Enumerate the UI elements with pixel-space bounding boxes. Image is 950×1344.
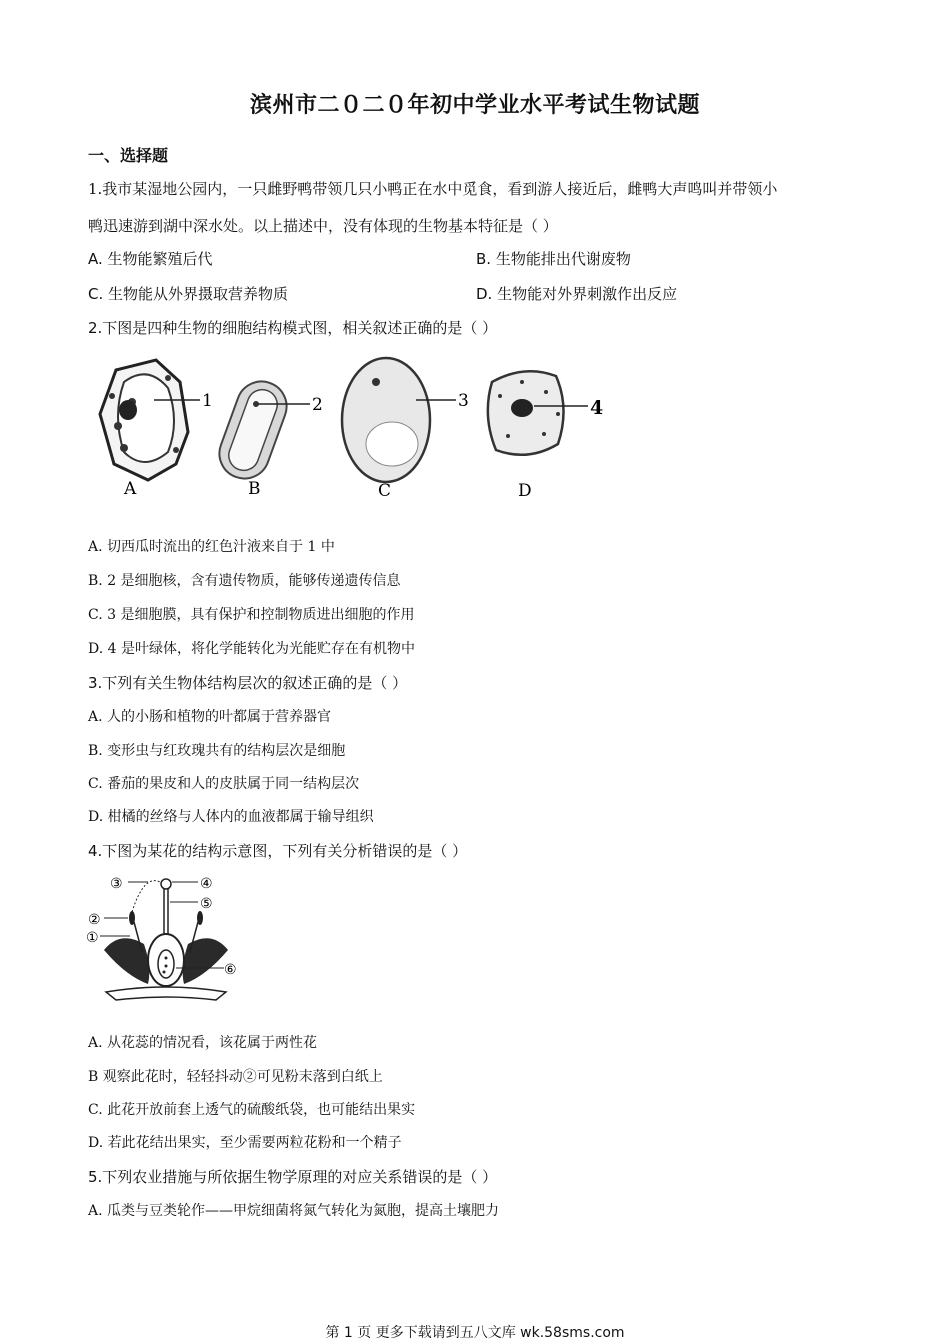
page-title: 滨州市二０二０年初中学业水平考试生物试题 (249, 93, 700, 118)
q4-option-b: B 观察此花时，轻轻抖动②可见粉末落到白纸上 (88, 1069, 383, 1085)
figure-letter-c: C (378, 481, 392, 501)
q1-stem-line2: 鸭迅速游到湖中深水处。以上描述中，没有体现的生物基本特征是（ ） (88, 217, 558, 235)
q4-option-d: D. 若此花结出果实，至少需要两粒花粉和一个精子 (88, 1135, 402, 1151)
section-heading: 一、选择题 (88, 146, 169, 165)
q5-stem: 5.下列农业措施与所依据生物学原理的对应关系错误的是（ ） (88, 1168, 498, 1186)
figure-letter-b: B (248, 479, 261, 499)
flower-label-2: ② (88, 912, 101, 928)
q2-option-b: B. 2 是细胞核，含有遗传物质，能够传递遗传信息 (88, 573, 401, 589)
q3-option-b: B. 变形虫与红玫瑰共有的结构层次是细胞 (88, 743, 346, 759)
q4-option-a: A. 从花蕊的情况看，该花属于两性花 (88, 1035, 318, 1051)
q1-option-a: A. 生物能繁殖后代 (88, 250, 213, 268)
plant-cell-a (100, 360, 200, 480)
q1-stem-line1: 1.我市某湿地公园内，一只雌野鸭带领几只小鸭正在水中觅食，看到游人接近后，雌鸭大声鸣叫并带领小 (88, 180, 778, 198)
q1-option-c: C. 生物能从外界摄取营养物质 (88, 285, 289, 303)
cell-structure-figure (88, 352, 618, 507)
flower-label-6: ⑥ (224, 962, 237, 978)
q3-option-d: D. 柑橘的丝络与人体内的血液都属于输导组织 (88, 809, 374, 825)
flower-label-4: ④ (200, 876, 213, 892)
q2-option-a: A. 切西瓜时流出的红色汁液来自于 1 中 (88, 539, 335, 555)
rod-cell-b (212, 374, 310, 485)
q2-option-c: C. 3 是细胞膜，具有保护和控制物质进出细胞的作用 (88, 607, 415, 623)
q1-option-d: D. 生物能对外界刺激作出反应 (476, 285, 678, 303)
q3-option-a: A. 人的小肠和植物的叶都属于营养器官 (88, 709, 332, 725)
q5-option-a: A. 瓜类与豆类轮作——甲烷细菌将氮气转化为氮胞，提高土壤肥力 (88, 1203, 500, 1219)
figure-letter-a: A (124, 479, 137, 499)
page-footer: 第 1 页 更多下载请到五八文库 wk.58sms.com (325, 1325, 625, 1341)
q2-stem: 2.下图是四种生物的细胞结构模式图，相关叙述正确的是（ ） (88, 319, 498, 337)
figure-label-2: 2 (312, 395, 323, 415)
q3-stem: 3.下列有关生物体结构层次的叙述正确的是（ ） (88, 674, 408, 692)
q3-option-c: C. 番茄的果皮和人的皮肤属于同一结构层次 (88, 776, 360, 792)
round-cell-c (342, 358, 456, 482)
figure-label-1: 1 (202, 391, 213, 411)
q4-option-c: C. 此花开放前套上透气的硫酸纸袋，也可能结出果实 (88, 1102, 416, 1118)
figure-label-4: 4 (590, 397, 604, 419)
flower-label-1: ① (86, 930, 99, 946)
figure-label-3: 3 (458, 391, 469, 411)
figure-letter-d: D (518, 481, 532, 501)
animal-cell-d (488, 371, 588, 455)
q2-option-d: D. 4 是叶绿体，将化学能转化为光能贮存在有机物中 (88, 641, 415, 657)
flower-label-5: ⑤ (200, 896, 213, 912)
flower-label-3: ③ (110, 876, 123, 892)
q1-option-b: B. 生物能排出代谢废物 (476, 250, 631, 268)
flower-structure-figure (86, 872, 246, 1007)
q4-stem: 4.下图为某花的结构示意图，下列有关分析错误的是（ ） (88, 842, 468, 860)
